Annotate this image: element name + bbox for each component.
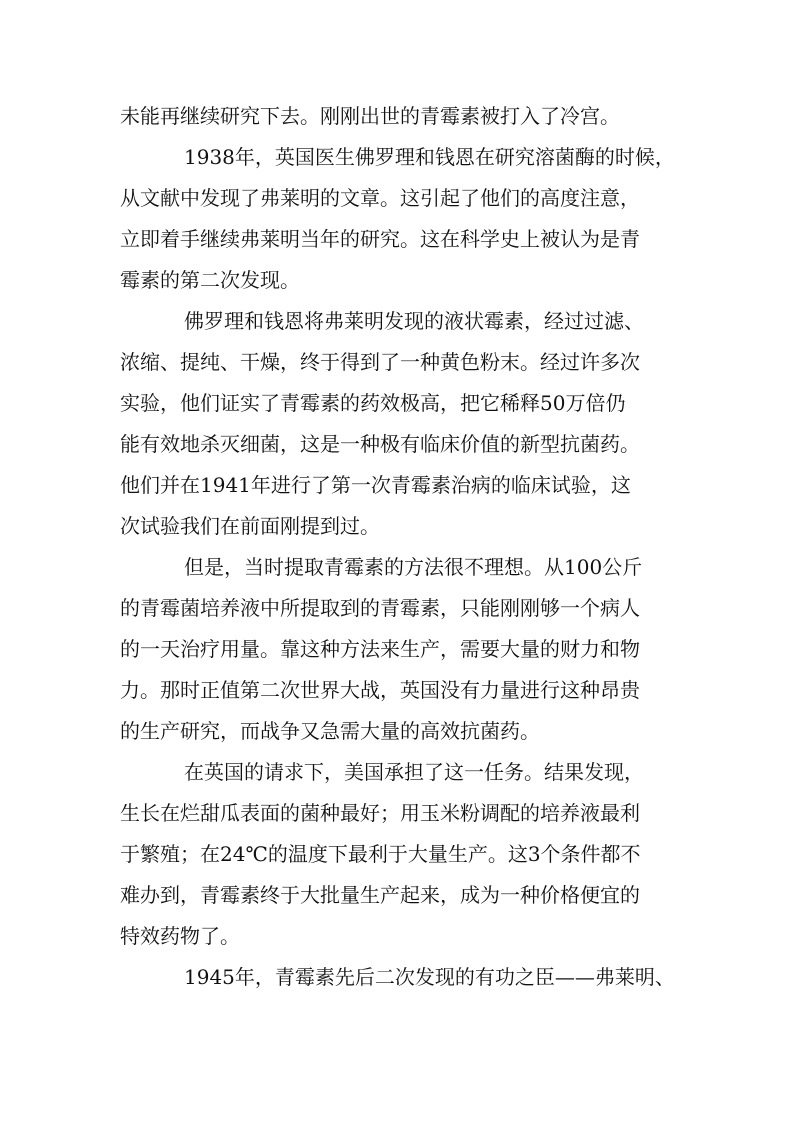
paragraph — [120, 301, 675, 547]
text-line: 佛罗理和钱恩将弗莱明发现的液状霉素，经过过滤、 — [184, 309, 644, 333]
text-line: 力。那时正值第二次世界大战，英国没有力量进行这种昂贵 — [120, 678, 640, 702]
text-line: 的一天治疗用量。靠这种方法来生产，需要大量的财力和物 — [120, 637, 640, 661]
text-line: 生长在烂甜瓜表面的菌种最好；用玉米粉调配的培养液最利 — [120, 801, 640, 825]
text-line: 1938年，英国医生佛罗理和钱恩在研究溶菌酶的时候， — [184, 145, 675, 169]
text-line: 在英国的请求下，美国承担了这一任务。结果发现， — [184, 760, 644, 784]
paragraph — [120, 96, 675, 137]
paragraph — [120, 137, 675, 301]
text-line: 未能再继续研究下去。刚刚出世的青霉素被打入了冷宫。 — [120, 104, 620, 128]
paragraph — [120, 547, 675, 752]
paragraph — [120, 752, 675, 957]
text-line: 的青霉菌培养液中所提取到的青霉素，只能刚刚够一个病人 — [120, 596, 640, 620]
text-line: 实验，他们证实了青霉素的药效极高，把它稀释50万倍仍 — [120, 391, 626, 415]
text-line: 1945年，青霉素先后二次发现的有功之臣——弗莱明、 — [184, 965, 675, 989]
text-line: 从文献中发现了弗莱明的文章。这引起了他们的高度注意， — [120, 186, 640, 210]
text-line: 他们并在1941年进行了第一次青霉素治病的临床试验，这 — [120, 473, 631, 497]
body-text — [120, 96, 675, 998]
text-line: 的生产研究，而战争又急需大量的高效抗菌药。 — [120, 719, 540, 743]
text-line: 但是，当时提取青霉素的方法很不理想。从100公斤 — [184, 555, 643, 579]
text-line: 于繁殖；在24℃的温度下最利于大量生产。这3个条件都不 — [120, 842, 641, 866]
text-line: 立即着手继续弗莱明当年的研究。这在科学史上被认为是青 — [120, 227, 640, 251]
text-line: 浓缩、提纯、干燥，终于得到了一种黄色粉末。经过许多次 — [120, 350, 640, 374]
text-line: 霉素的第二次发现。 — [120, 268, 300, 292]
paragraph — [120, 957, 675, 998]
text-line: 特效药物了。 — [120, 924, 240, 948]
text-line: 难办到，青霉素终于大批量生产起来，成为一种价格便宜的 — [120, 883, 640, 907]
text-line: 能有效地杀灭细菌，这是一种极有临床价值的新型抗菌药。 — [120, 432, 640, 456]
text-line: 次试验我们在前面刚提到过。 — [120, 514, 380, 538]
